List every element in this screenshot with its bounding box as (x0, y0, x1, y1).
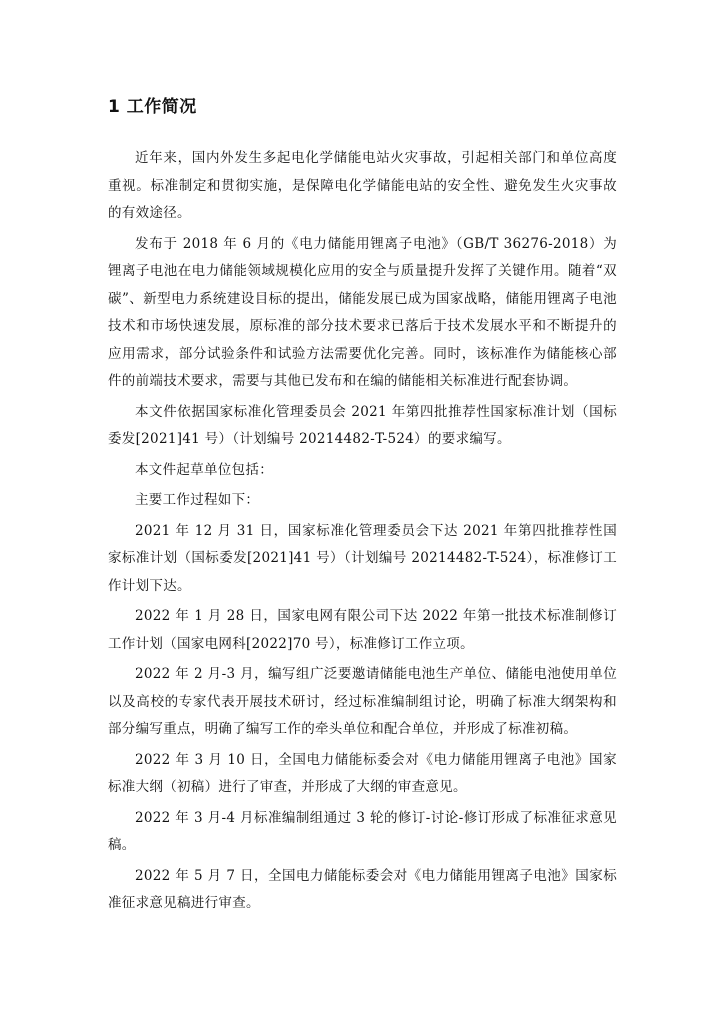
paragraph-2021-12-31: 2021 年 12 月 31 日，国家标准化管理委员会下达 2021 年第四批推荐性国家标准计划（国标委发[2021]41 号）（计划编号 20214482-T-524），标准修订工作计划下达。 (108, 522, 617, 594)
paragraph-standard-history: 发布于 2018 年 6 月的《电力储能用锂离子电池》（GB/T 36276-2018）为锂离子电池在电力储能领域规模化应用的安全与质量提升发挥了关键作用。随着“双碳”、新型电力系统建设目标的提出，储能发展已成为国家战略，储能用锂离子电池技术和市场快速发展，原标准的部分技术要求已落后于技术发展水平和不断提升的应用需求，部分试验条件和试验方法需要优化完善。同时，该标准作为储能核心部件的前端技术要求，需要与其他已发布和在编的储能相关标准进行配套协调。 (108, 235, 617, 389)
paragraph-2022-05-07: 2022 年 5 月 7 日，全国电力储能标委会对《电力储能用锂离子电池》国家标准征求意见稿进行审查。 (108, 867, 617, 911)
paragraph-process-intro: 主要工作过程如下： (135, 492, 260, 508)
paragraph-drafting-units: 本文件起草单位包括： (135, 461, 273, 478)
paragraph-basis: 本文件依据国家标准化管理委员会 2021 年第四批推荐性国家标准计划（国标委发[2021]41 号）（计划编号 20214482-T-524）的要求编写。 (108, 403, 617, 447)
paragraph-2022-03-04: 2022 年 3 月-4 月标准编制组通过 3 轮的修订-讨论-修订形成了标准征求意见稿。 (108, 809, 617, 853)
paragraph-incidents-background: 近年来，国内外发生多起电化学储能电站火灾事故，引起相关部门和单位高度重视。标准制定和贯彻实施，是保障电化学储能电站的安全性、避免发生火灾事故的有效途径。 (108, 150, 617, 221)
section-body (108, 145, 617, 921)
paragraph-2022-03-10: 2022 年 3 月 10 日，全国电力储能标委会对《电力储能用锂离子电池》国家标准大纲（初稿）进行了审查，并形成了大纲的审查意见。 (108, 751, 617, 795)
paragraph-2022-02-03: 2022 年 2 月-3 月，编写组广泛要邀请储能电池生产单位、储能电池使用单位以及高校的专家代表开展技术研讨，经过标准编制组讨论，明确了标准大纲架构和部分编写重点，明确了编写工作的牵头单位和配合单位，并形成了标准初稿。 (108, 666, 617, 737)
paragraph-2022-01-28: 2022 年 1 月 28 日，国家电网有限公司下达 2022 年第一批技术标准制修订工作计划（国家电网科[2022]70 号），标准修订工作立项。 (108, 608, 617, 652)
section-heading: 1 工作简况 (108, 97, 197, 117)
